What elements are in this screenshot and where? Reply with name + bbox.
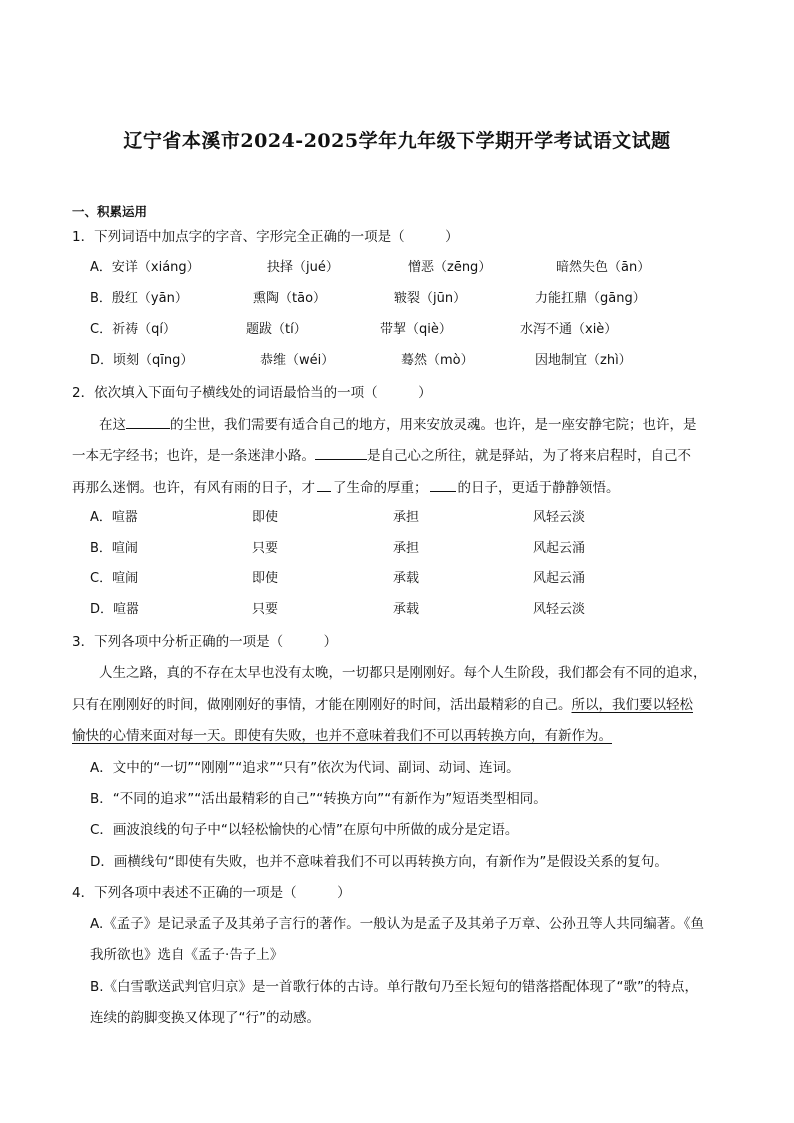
q1-option-d-word4: 因地制宜（zhì）	[535, 353, 632, 368]
q1-option-b-word1: B．殷红（yān）	[90, 291, 188, 306]
q4-option-a-line1: A.《孟子》是记录孟子及其弟子言行的著作。一般认为是孟子及其弟子万章、公孙丑等人共同编著。《鱼	[90, 916, 705, 932]
q2-text: 的日子，更适于静静领悟。	[457, 480, 620, 496]
q2-blank-3	[317, 477, 331, 492]
q2-option-d-word1: D．喧嚣	[90, 602, 140, 617]
q4-option-b-line2: 连续的韵脚变换又体现了“行”的动感。	[90, 1010, 320, 1026]
q1-option-d-word1: D．顷刻（qīng）	[90, 353, 194, 368]
q3-text: 人生之路，真的不存在太早也没有太晚，一切都只是刚刚好。每个人生阶段，我们都会有不同的追求，	[99, 665, 707, 681]
q2-option-a-word4: 风轻云淡	[533, 510, 586, 525]
q2-option-b-word1: B．喧闹	[90, 541, 138, 556]
q3-underlined-text: 所以，我们要以轻松	[571, 697, 693, 713]
q2-text: 在这	[99, 417, 126, 433]
q1-option-d-word3: 蓦然（mò）	[401, 353, 474, 368]
question-1-stem: 1．下列词语中加点字的字音、字形完全正确的一项是（ ）	[72, 229, 459, 245]
q1-option-b-word4: 力能扛鼎（gāng）	[535, 291, 646, 306]
q2-option-a-word3: 承担	[393, 510, 420, 525]
q3-option-a: A．文中的“一切”“刚刚”“追求”“只有”依次为代词、副词、动词、连词。	[90, 760, 520, 776]
q3-passage-line1	[72, 663, 722, 683]
q2-option-d-word2: 只要	[252, 602, 279, 617]
q4-option-b-line1: B.《白雪歌送武判官归京》是一首歌行体的古诗。单行散句乃至长短句的错落搭配体现了“歌”的特点，	[90, 979, 699, 995]
q3-passage-line2	[72, 695, 722, 715]
q1-option-c-word3: 带挈（qiè）	[380, 322, 452, 337]
q1-option-a-word2: 抉择（jué）	[267, 260, 339, 275]
q3-underlined-text: 愉快的心情来面对每一天。即使有失败，也并不意味着我们不可以再转换方向，有新作为。	[72, 728, 612, 744]
q2-option-c-word4: 风起云涌	[533, 571, 586, 586]
q2-text: 是自己心之所往，就是驿站，为了将来启程时，自己不	[367, 448, 691, 464]
q1-option-b-word2: 熏陶（tāo）	[253, 291, 327, 306]
q2-blank-1	[126, 414, 170, 429]
q2-passage-line1	[72, 414, 722, 435]
q1-option-d-word2: 恭维（wéi）	[260, 353, 335, 368]
q3-option-c: C．画波浪线的句子中“以轻松愉快的心情”在原句中所做的成分是定语。	[90, 822, 519, 838]
q3-option-d: D．画横线句“即使有失败，也并不意味着我们不可以再转换方向，有新作为”是假设关系的复句。	[90, 854, 668, 870]
q2-text: 了生命的厚重；	[333, 480, 428, 496]
q2-blank-2	[315, 445, 367, 460]
q2-option-d-word3: 承载	[393, 602, 420, 617]
q1-option-a-word3: 憎恶（zēng）	[408, 260, 492, 275]
q3-text: 只有在刚刚好的时间，做刚刚好的事情，才能在刚刚好的时间，活出最精彩的自己。	[72, 697, 572, 713]
q2-option-a-word2: 即使	[252, 510, 279, 525]
q2-option-c-word2: 即使	[252, 571, 279, 586]
page-title: 辽宁省本溪市2024-2025学年九年级下学期开学考试语文试题	[123, 130, 671, 152]
question-3-stem: 3．下列各项中分析正确的一项是（ ）	[72, 634, 338, 650]
q2-option-b-word3: 承担	[393, 541, 420, 556]
q2-option-c-word3: 承载	[393, 571, 420, 586]
q2-option-b-word4: 风起云涌	[533, 541, 586, 556]
q4-option-a-line2: 我所欲也》选自《孟子·告子上》	[90, 947, 284, 963]
q1-option-c-word4: 水泻不通（xiè）	[520, 322, 618, 337]
q3-passage-line3	[72, 726, 722, 746]
question-2-stem: 2．依次填入下面句子横线处的词语最恰当的一项（ ）	[72, 385, 432, 401]
q2-text: 再那么迷惘。也许，有风有雨的日子，才	[72, 480, 315, 496]
section-heading: 一、积累运用	[72, 204, 148, 219]
q1-option-c-word2: 题跋（tí）	[246, 322, 307, 337]
q1-option-a-word4: 暗然失色（ān）	[556, 260, 651, 275]
q2-passage-line3	[72, 477, 722, 498]
q2-option-a-word1: A．喧嚣	[90, 510, 138, 525]
q2-blank-4	[430, 477, 456, 492]
q1-option-c-word1: C．祈祷（qí）	[90, 322, 176, 337]
q1-option-a-word1: A．安详（xiáng）	[90, 260, 200, 275]
q2-passage-line2	[72, 445, 722, 466]
q2-option-b-word2: 只要	[252, 541, 279, 556]
q1-option-b-word3: 皲裂（jūn）	[394, 291, 467, 306]
question-4-stem: 4．下列各项中表述不正确的一项是（ ）	[72, 885, 351, 901]
q2-option-d-word4: 风轻云淡	[533, 602, 586, 617]
q2-option-c-word1: C．喧闹	[90, 571, 139, 586]
q2-text: 一本无字经书；也许，是一条迷津小路。	[72, 448, 315, 464]
q3-option-b: B．“不同的追求”“活出最精彩的自己”“转换方向”“有新作为”短语类型相同。	[90, 791, 547, 807]
q2-text: 的尘世，我们需要有适合自己的地方，用来安放灵魂。也许，是一座安静宅院；也许，是	[170, 417, 697, 433]
